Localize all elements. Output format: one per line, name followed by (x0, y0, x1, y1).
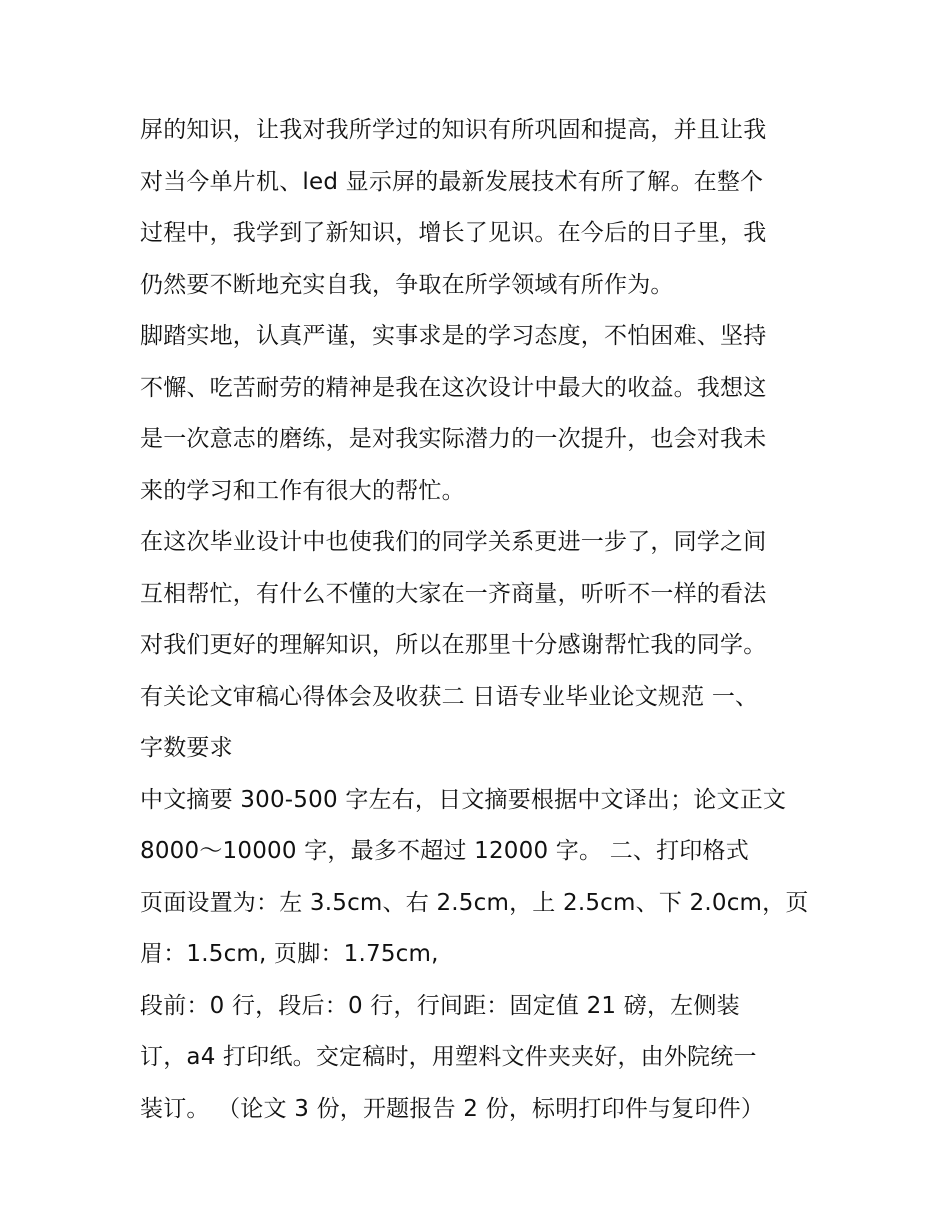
text-line: 字数要求 (140, 735, 233, 761)
text-line: 订，a4 打印纸。交定稿时，用塑料文件夹夹好，由外院统一 (140, 1044, 757, 1070)
text-line: 是一次意志的磨练，是对我实际潜力的一次提升，也会对我未 (140, 426, 767, 452)
text-line: 有关论文审稿心得体会及收获二 日语专业毕业论文规范 一、 (140, 683, 759, 710)
text-line: 装订。 （论文 3 份，开题报告 2 份，标明打印件与复印件） (140, 1095, 765, 1122)
text-line: 眉：1.5cm, 页脚：1.75cm, (140, 941, 439, 967)
text-line: 对我们更好的理解知识，所以在那里十分感谢帮忙我的同学。 (140, 632, 767, 658)
text-line: 来的学习和工作有很大的帮忙。 (140, 477, 465, 504)
text-line: 中文摘要 300-500 字左右，日文摘要根据中文译出；论文正文 (140, 786, 787, 813)
text-line: 页面设置为：左 3.5cm、右 2.5cm，上 2.5cm、下 2.0cm，页 (140, 889, 809, 916)
text-line: 脚踏实地，认真严谨，实事求是的学习态度，不怕困难、坚持 (140, 323, 767, 349)
text-line: 对当今单片机、led 显示屏的最新发展技术有所了解。在整个 (140, 168, 764, 195)
text-line: 屏的知识，让我对我所学过的知识有所巩固和提高，并且让我 (140, 117, 767, 143)
text-line: 不懈、吃苦耐劳的精神是我在这次设计中最大的收益。我想这 (140, 374, 767, 401)
document-body (140, 105, 840, 1135)
text-line: 仍然要不断地充实自我，争取在所学领域有所作为。 (140, 271, 674, 298)
text-line: 过程中，我学到了新知识，增长了见识。在今后的日子里，我 (140, 220, 767, 246)
text-line: 在这次毕业设计中也使我们的同学关系更进一步了，同学之间 (140, 529, 767, 555)
text-line: 8000～10000 字，最多不超过 12000 字。 二、打印格式 (140, 838, 749, 864)
text-line: 互相帮忙，有什么不懂的大家在一齐商量，听听不一样的看法 (140, 580, 767, 607)
text-line: 段前：0 行，段后：0 行，行间距：固定值 21 磅，左侧装 (140, 992, 740, 1019)
